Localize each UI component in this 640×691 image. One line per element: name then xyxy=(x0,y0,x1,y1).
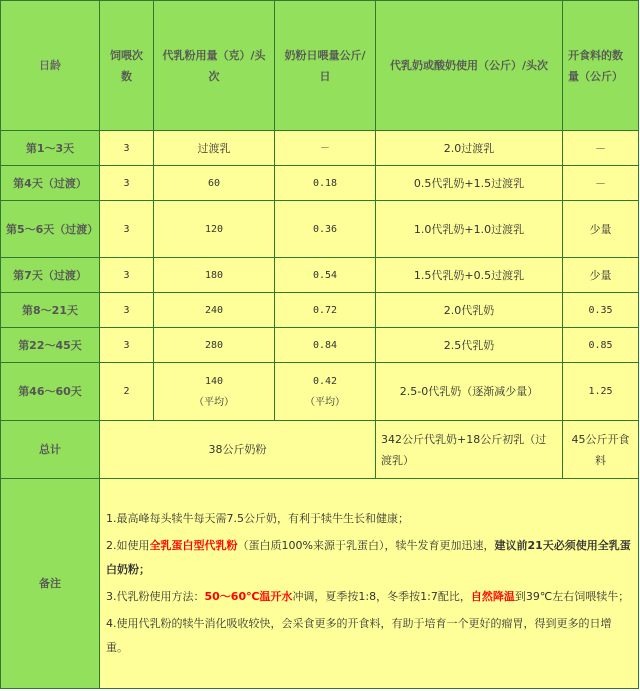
row-powder xyxy=(154,363,275,421)
row-starter: 少量 xyxy=(563,258,639,293)
row-times: 3 xyxy=(100,131,154,166)
row-daily-value: 0.42 xyxy=(312,375,338,387)
row-daily: 0.18 xyxy=(275,166,376,201)
row-milk: 0.5代乳奶+1.5过渡乳 xyxy=(376,166,563,201)
note-3-text-3: 到39℃左右饲喂犊牛； xyxy=(514,590,630,603)
header-row xyxy=(1,1,639,131)
row-milk: 2.0代乳奶 xyxy=(376,293,563,328)
row-age: 第1～3天 xyxy=(1,131,100,166)
row-age: 第7天（过渡） xyxy=(1,258,100,293)
row-powder: 过渡乳 xyxy=(154,131,275,166)
note-3 xyxy=(106,585,632,609)
table-row xyxy=(1,363,639,421)
row-powder: 280 xyxy=(154,328,275,363)
row-age: 第46～60天 xyxy=(1,363,100,421)
total-row xyxy=(1,421,639,479)
note-2 xyxy=(106,534,632,582)
row-daily xyxy=(275,363,376,421)
note-3-highlight-1: 50～60℃温开水 xyxy=(204,590,293,603)
total-milk: 342公斤代乳奶+18公斤初乳（过渡乳） xyxy=(376,421,563,479)
row-powder: 120 xyxy=(154,201,275,258)
note-4: 4.使用代乳粉的犊牛消化吸收较快，会采食更多的开食料，有助于培育一个更好的瘤胃，得到更多的日增重。 xyxy=(106,617,612,654)
note-2-text-2: （蛋白质100%来源于乳蛋白），犊牛发育更加迅速， xyxy=(237,539,495,552)
row-daily: 0.54 xyxy=(275,258,376,293)
row-times: 3 xyxy=(100,258,154,293)
note-3-highlight-2: 自然降温 xyxy=(470,590,515,603)
row-times: 3 xyxy=(100,201,154,258)
table-row xyxy=(1,201,639,258)
row-times: 3 xyxy=(100,328,154,363)
header-starter: 开食料的数量（公斤） xyxy=(563,1,639,131)
note-2-text: 2.如使用 xyxy=(106,539,150,552)
row-powder: 60 xyxy=(154,166,275,201)
row-daily: 0.72 xyxy=(275,293,376,328)
row-starter: － xyxy=(563,166,639,201)
header-powder: 代乳粉用量（克）/头次 xyxy=(154,1,275,131)
row-milk: 1.5代乳奶+0.5过渡乳 xyxy=(376,258,563,293)
row-age: 第4天（过渡） xyxy=(1,166,100,201)
header-feed-times: 饲喂次数 xyxy=(100,1,154,131)
notes-content xyxy=(100,479,639,689)
row-powder: 240 xyxy=(154,293,275,328)
row-starter: 少量 xyxy=(563,201,639,258)
row-daily-note: （平均） xyxy=(305,396,345,408)
table-row xyxy=(1,166,639,201)
note-1: 1.最高峰每头犊牛每天需7.5公斤奶，有利于犊牛生长和健康； xyxy=(106,512,409,525)
row-powder: 180 xyxy=(154,258,275,293)
note-2-highlight: 全乳蛋白型代乳粉 xyxy=(149,539,238,552)
note-2-bold: 建议前21天必须使用全乳蛋白奶粉； xyxy=(106,539,631,576)
notes-row xyxy=(1,479,639,689)
row-milk: 2.5-0代乳奶（逐渐减少量） xyxy=(376,363,563,421)
header-age: 日龄 xyxy=(1,1,100,131)
row-milk: 1.0代乳奶+1.0过渡乳 xyxy=(376,201,563,258)
table-row xyxy=(1,328,639,363)
row-starter: 0.35 xyxy=(563,293,639,328)
notes-label: 备注 xyxy=(1,479,100,689)
row-starter: － xyxy=(563,131,639,166)
row-milk: 2.5代乳奶 xyxy=(376,328,563,363)
row-age: 第8～21天 xyxy=(1,293,100,328)
total-starter: 45公斤开食料 xyxy=(563,421,639,479)
table-row xyxy=(1,131,639,166)
row-daily: － xyxy=(275,131,376,166)
table-row xyxy=(1,258,639,293)
total-powder: 38公斤奶粉 xyxy=(100,421,376,479)
row-powder-value: 140 xyxy=(204,375,224,387)
header-daily-amount: 奶粉日喂量公斤/日 xyxy=(275,1,376,131)
row-times: 3 xyxy=(100,293,154,328)
note-3-text-2: 冲调，夏季按1:8，冬季按1:7配比， xyxy=(292,590,471,603)
row-milk: 2.0过渡乳 xyxy=(376,131,563,166)
row-powder-note: （平均） xyxy=(194,396,234,408)
row-daily: 0.84 xyxy=(275,328,376,363)
row-starter: 0.85 xyxy=(563,328,639,363)
row-times: 2 xyxy=(100,363,154,421)
total-label: 总计 xyxy=(1,421,100,479)
note-3-text: 3.代乳粉使用方法： xyxy=(106,590,205,603)
row-daily: 0.36 xyxy=(275,201,376,258)
row-age: 第22～45天 xyxy=(1,328,100,363)
row-starter: 1.25 xyxy=(563,363,639,421)
row-age: 第5～6天（过渡） xyxy=(1,201,100,258)
header-milk-use: 代乳奶或酸奶使用（公斤）/头次 xyxy=(376,1,563,131)
row-times: 3 xyxy=(100,166,154,201)
table-row xyxy=(1,293,639,328)
